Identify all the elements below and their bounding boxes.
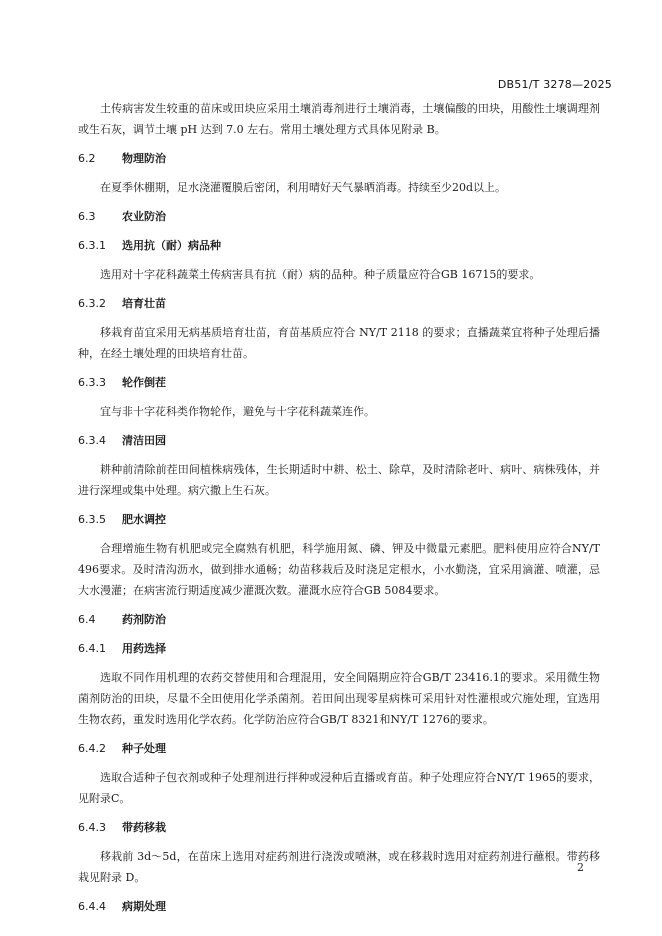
heading-line (78, 372, 600, 393)
paragraph-block (78, 667, 600, 738)
paragraph-block (78, 177, 600, 206)
heading-line (78, 293, 600, 314)
heading-title: 带药移栽 (122, 821, 166, 834)
heading-number: 6.3 (78, 210, 96, 223)
heading-number: 6.3.3 (78, 376, 106, 389)
paragraph-block (78, 322, 600, 372)
section-heading (78, 148, 600, 177)
heading-line (78, 738, 600, 759)
paragraph: 选取合适种子包衣剂或种子处理剂进行拌种或浸种后直播或育苗。种子处理应符合NY/T 1965的要求，见附录C。 (78, 771, 600, 805)
heading-line (78, 148, 600, 169)
heading-title: 病期处理 (122, 900, 166, 913)
paragraph: 合理增施生物有机肥或完全腐熟有机肥，科学施用氮、磷、钾及中微量元素肥。肥料使用应符合NY/T 496要求。及时清沟沥水，做到排水通畅；幼苗移栽后及时浇足定根水，小水勤浇，宜采用滴灌、喷灌，忌大水漫灌；在病害流行期适度减少灌溉次数。灌溉水应符合GB 5084要求。 (78, 542, 600, 597)
heading-number: 6.3.2 (78, 297, 106, 310)
paragraph-block (78, 98, 600, 148)
heading-number: 6.3.4 (78, 434, 106, 447)
heading-title: 选用抗（耐）病品种 (122, 239, 221, 252)
section-heading (78, 896, 600, 925)
heading-title: 物理防治 (122, 152, 166, 165)
paragraph: 选用对十字花科蔬菜土传病害具有抗（耐）病的品种。种子质量应符合GB 16715的要求。 (100, 268, 541, 281)
section-heading (78, 372, 600, 401)
heading-line (78, 817, 600, 838)
heading-number: 6.2 (78, 152, 96, 165)
paragraph-block (78, 459, 600, 509)
document-id: DB51/T 3278—2025 (497, 78, 612, 91)
heading-title: 肥水调控 (122, 513, 166, 526)
document-body (78, 98, 600, 925)
heading-line (78, 609, 600, 630)
heading-title: 清洁田园 (122, 434, 166, 447)
heading-line (78, 509, 600, 530)
heading-line (78, 896, 600, 917)
paragraph-block (78, 264, 600, 293)
section-heading (78, 293, 600, 322)
paragraph: 移栽前 3d～5d，在苗床上选用对症药剂进行浇泼或喷淋，或在移栽时选用对症药剂进行蘸根。带药移栽见附录 D。 (78, 850, 600, 884)
paragraph: 选取不同作用机理的农药交替使用和合理混用，安全间隔期应符合GB/T 23416.1的要求。采用微生物菌剂防治的田块，尽量不全田使用化学杀菌剂。若田间出现零星病株可采用针对性灌根或穴施处理，宜选用生物农药，重发时选用化学农药。化学防治应符合GB/T 8321和NY/T 1276的要求。 (78, 671, 600, 726)
heading-title: 药剂防治 (122, 613, 166, 626)
paragraph: 宜与非十字花科类作物轮作，避免与十字花科蔬菜连作。 (100, 405, 375, 418)
heading-number: 6.4.1 (78, 642, 106, 655)
paragraph: 土传病害发生较重的苗床或田块应采用土壤消毒剂进行土壤消毒，土壤偏酸的田块，用酸性土壤调理剂或生石灰，调节土壤 pH 达到 7.0 左右。常用土壤处理方式具体见附录 B。 (78, 102, 600, 136)
section-heading (78, 609, 600, 638)
section-heading (78, 206, 600, 235)
section-heading (78, 738, 600, 767)
paragraph: 在夏季休棚期，足水浇灌覆膜后密闭，利用晴好天气暴晒消毒。持续至少20d以上。 (100, 181, 507, 194)
section-heading (78, 509, 600, 538)
page-number: 2 (577, 861, 584, 874)
heading-line (78, 235, 600, 256)
heading-title: 轮作倒茬 (122, 376, 166, 389)
heading-title: 种子处理 (122, 742, 166, 755)
paragraph-block (78, 846, 600, 896)
heading-line (78, 430, 600, 451)
paragraph-block (78, 401, 600, 430)
heading-number: 6.4 (78, 613, 96, 626)
section-heading (78, 430, 600, 459)
section-heading (78, 235, 600, 264)
heading-title: 用药选择 (122, 642, 166, 655)
heading-number: 6.4.2 (78, 742, 106, 755)
heading-number: 6.3.1 (78, 239, 106, 252)
heading-line (78, 638, 600, 659)
heading-number: 6.4.4 (78, 900, 106, 913)
paragraph: 耕种前清除前茬田间植株病残体，生长期适时中耕、松土、除草，及时清除老叶、病叶、病株残体，并进行深埋或集中处理。病穴撒上生石灰。 (78, 463, 600, 497)
heading-line (78, 206, 600, 227)
paragraph: 移栽育苗宜采用无病基质培育壮苗，育苗基质应符合 NY/T 2118 的要求；直播蔬菜宜将种子处理后播种，在经土壤处理的田块培育壮苗。 (78, 326, 600, 360)
paragraph-block (78, 767, 600, 817)
section-heading (78, 638, 600, 667)
paragraph-block (78, 538, 600, 609)
section-heading (78, 817, 600, 846)
heading-number: 6.3.5 (78, 513, 106, 526)
heading-title: 培育壮苗 (122, 297, 166, 310)
heading-title: 农业防治 (122, 210, 166, 223)
heading-number: 6.4.3 (78, 821, 106, 834)
